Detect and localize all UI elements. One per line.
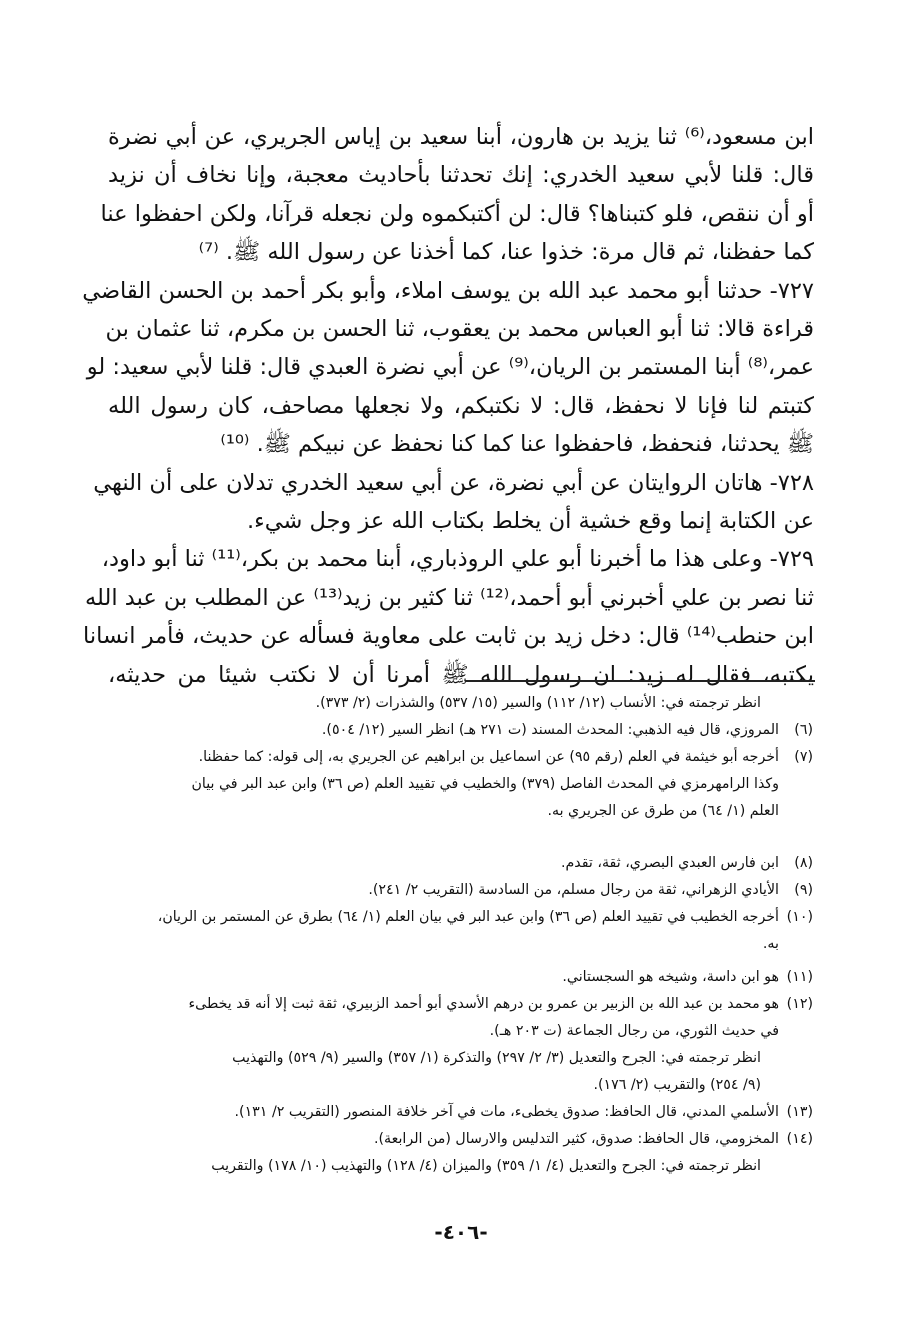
text-line: ابن حنطب⁽¹⁴⁾ قال: دخل زيد بن ثابت على معاوية فسأله عن حديث، فأمر انسانا	[83, 623, 814, 650]
text-line: أو أن ننقص، فلو كتبناها؟ قال: لن أكتبكموه ولن نجعله قرآنا، ولكن احفظوا عنا	[100, 200, 814, 227]
footnote-6: (٦)المروزي، قال فيه الذهبي: المحدث المسند (ت ٢٧١ هـ) انظر السير (١٢/ ٥٠٤).	[321, 722, 813, 738]
text-line: كتبتم لنا فإنا لا نحفظ، قال: لا نكتبكم، ولا نجعلها مصاحف، كان رسول الله	[108, 392, 814, 419]
footnote-9: (٩)الأيادي الزهراني، ثقة من رجال مسلم، من السادسة (التقريب ٢/ ٢٤١).	[368, 882, 813, 898]
footnote-10: (١٠)أخرجه الخطيب في تقييد العلم (ص ٣٦) وابن عبد البر في بيان العلم (١/ ٦٤) بطرق عن المستمر بن الريان،	[157, 909, 813, 925]
footnote-line: انظر ترجمته في: الأنساب (١٢/ ١١٢) والسير (١٥/ ٥٣٧) والشذرات (٢/ ٣٧٣).	[315, 695, 761, 711]
text-line: عن الكتابة إنما وقع خشية أن يخلط بكتاب الله عز وجل شيء.	[246, 508, 814, 535]
page-number: -٤٠٦-	[434, 1220, 488, 1244]
footnote-line: في حديث الثوري، من رجال الجماعة (ت ٢٠٣ هـ).	[489, 1023, 779, 1039]
hadith-729-line: ٧٢٩- وعلى هذا ما أخبرنا أبو علي الروذباري، أبنا محمد بن بكر،⁽¹¹⁾ ثنا أبو داود،	[101, 546, 814, 573]
footnote-14: (١٤)المخزومي، قال الحافظ: صدوق، كثير التدليس والارسال (من الرابعة).	[373, 1131, 813, 1147]
footnotes-top	[95, 690, 813, 825]
footnote-line: (٩/ ٢٥٤) والتقريب (٢/ ١٧٦).	[593, 1077, 761, 1093]
footnote-8: (٨)ابن فارس العبدي البصري، ثقة، تقدم.	[561, 855, 813, 871]
text-line: يكتبه، فقال له زيد: ان رسول الله ﷺ أمرنا أن لا نكتب شيئا من حديثه،	[108, 661, 814, 688]
text-line: قال: قلنا لأبي سعيد الخدري: إنك تحدثنا بأحاديث معجبة، وإنا نخاف أن نزيد	[108, 162, 814, 189]
footnotes-bottom	[95, 850, 813, 1180]
footnote-line: العلم (١/ ٦٤) من طرق عن الجريري به.	[547, 803, 779, 819]
footnote-line: انظر ترجمته في: الجرح والتعديل (٤/ ١/ ٣٥٩) والميزان (٤/ ١٢٨) والتهذيب (١٠/ ١٧٨) والتقريب	[211, 1158, 761, 1174]
footnote-11: (١١)هو ابن داسة، وشيخه هو السجستاني.	[562, 969, 813, 985]
text-line: عمر،⁽⁸⁾ أبنا المستمر بن الريان،⁽⁹⁾ عن أبي نضرة العبدي قال: قلنا لأبي سعيد: لو	[86, 354, 814, 381]
footnote-line: به.	[762, 936, 779, 952]
footnote-separator	[465, 680, 815, 682]
footnote-7: (٧)أخرجه أبو خيثمة في العلم (رقم ٩٥) عن اسماعيل بن ابراهيم عن الجريري به، إلى قوله: كما حفظنا.	[198, 749, 813, 765]
text-line: كما حفظنا، ثم قال مرة: خذوا عنا، كما أخذنا عن رسول الله ﷺ. ⁽⁷⁾	[198, 239, 814, 266]
text-line: قراءة قالا: ثنا أبو العباس محمد بن يعقوب، ثنا الحسن بن مكرم، ثنا عثمان بن	[105, 316, 814, 343]
text-line: ﷺ يحدثنا، فنحفظ، فاحفظوا عنا كما كنا نحفظ عن نبيكم ﷺ. ⁽¹⁰⁾	[220, 431, 814, 458]
text-line: ثنا نصر بن علي أخبرني أبو أحمد،⁽¹²⁾ ثنا كثير بن زيد⁽¹³⁾ عن المطلب بن عبد الله	[84, 584, 814, 611]
hadith-728-line: ٧٢٨- هاتان الروايتان عن أبي نضرة، عن أبي سعيد الخدري تدلان على أن النهي	[93, 469, 814, 496]
main-text	[82, 118, 815, 694]
footnote-line: وكذا الرامهرمزي في المحدث الفاصل (٣٧٩) والخطيب في تقييد العلم (ص ٣٦) وابن عبد البر في بيان	[191, 776, 779, 792]
text-line: ابن مسعود،⁽⁶⁾ ثنا يزيد بن هارون، أبنا سعيد بن إياس الجريري، عن أبي نضرة	[108, 124, 815, 150]
footnote-13: (١٣)الأسلمي المدني، قال الحافظ: صدوق يخطىء، مات في آخر خلافة المنصور (التقريب ٢/ ١٣١).	[234, 1104, 813, 1120]
footnote-12: (١٢)هو محمد بن عبد الله بن الزبير بن عمرو بن درهم الأسدي أبو أحمد الزبيري، ثقة ثبت إلا أنه قد يخطىء	[188, 996, 813, 1012]
footnote-line: انظر ترجمته في: الجرح والتعديل (٣/ ٢/ ٢٩٧) والتذكرة (١/ ٣٥٧) والسير (٩/ ٥٢٩) والتهذيب	[232, 1050, 761, 1066]
hadith-727-line: ٧٢٧- حدثنا أبو محمد عبد الله بن يوسف املاء، وأبو بكر أحمد بن الحسن القاضي	[82, 277, 814, 304]
